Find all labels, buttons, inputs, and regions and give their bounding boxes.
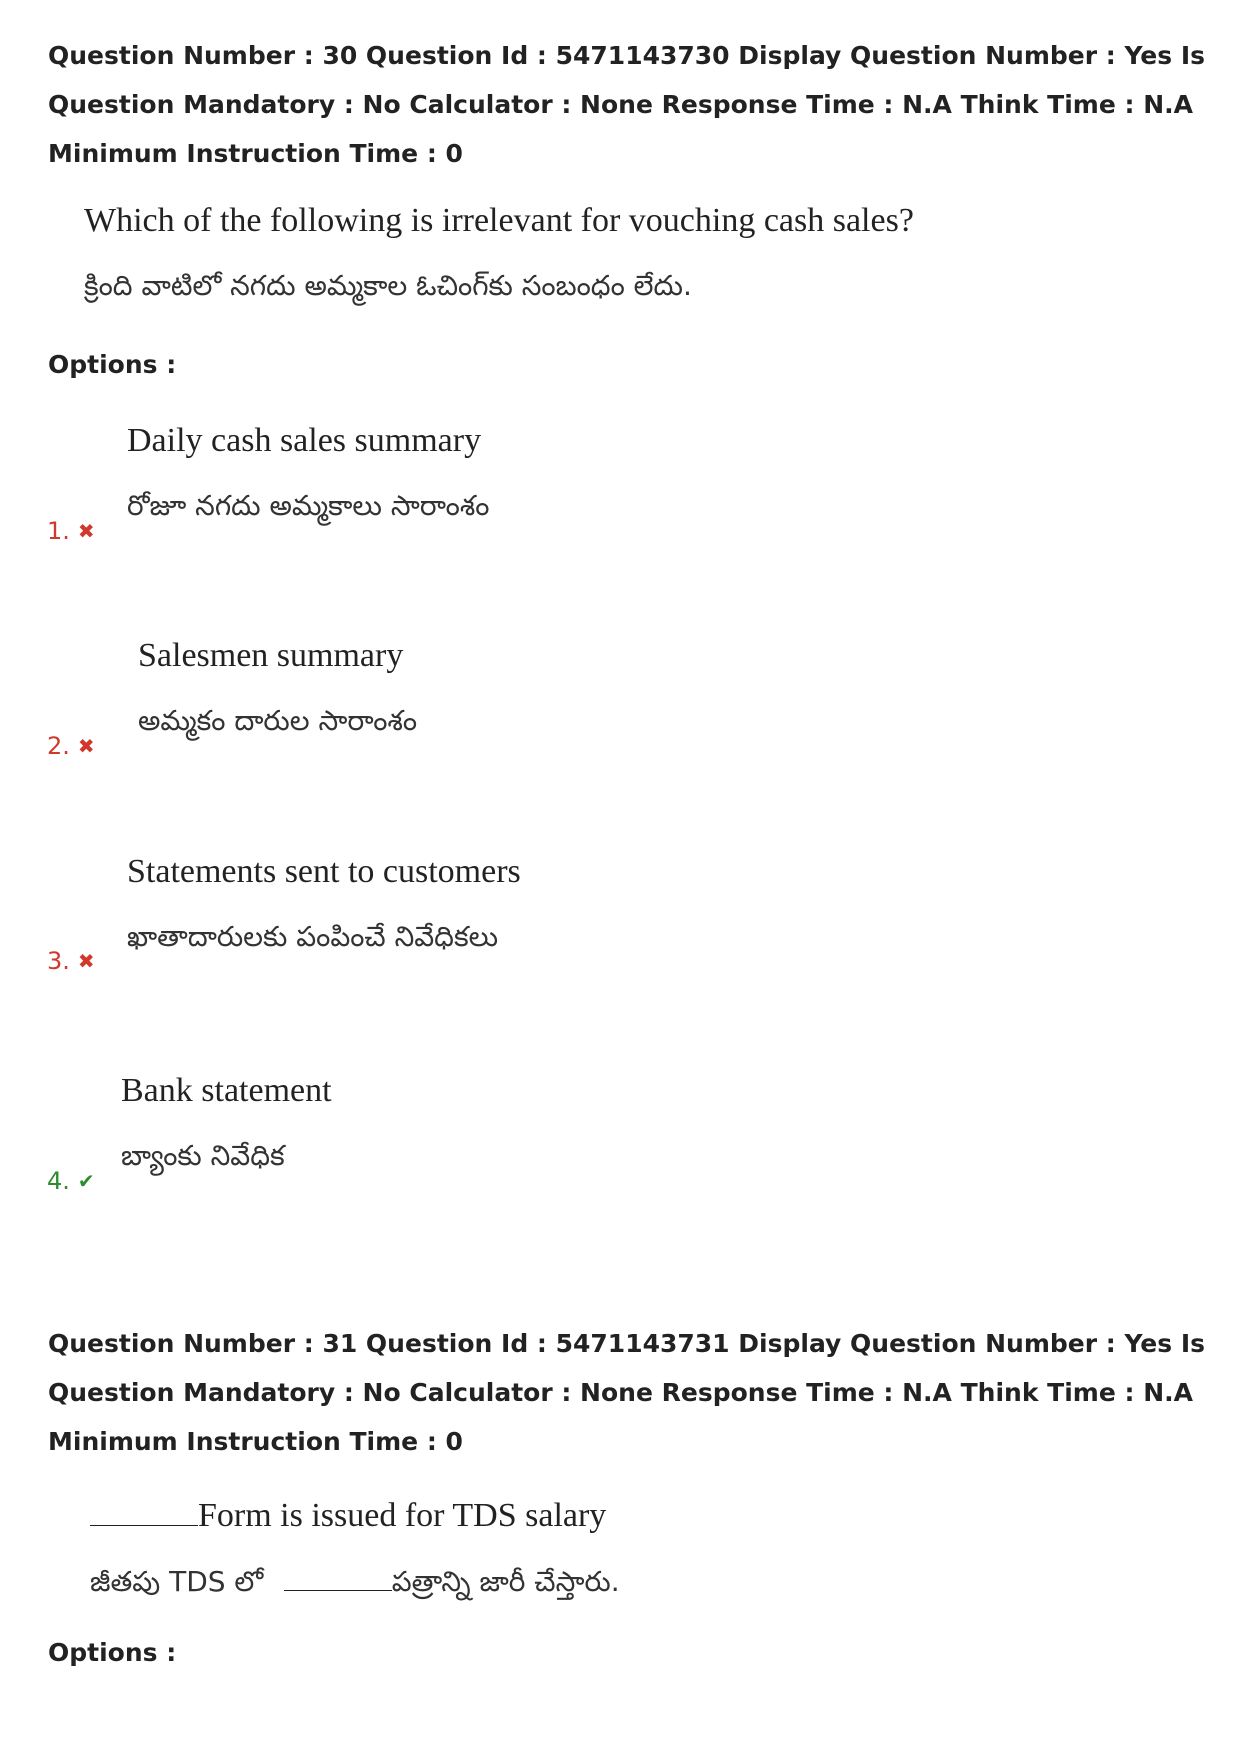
answer-blank bbox=[90, 1499, 198, 1526]
option-4-text-english: Bank statement bbox=[121, 1072, 332, 1109]
option-2-text-english: Salesmen summary bbox=[138, 637, 404, 674]
cross-icon: ✖ bbox=[77, 734, 95, 758]
option-3-number-label: 3. bbox=[47, 947, 70, 975]
question-text-english: Which of the following is irrelevant for vouching cash sales? bbox=[84, 202, 914, 239]
option-4-number bbox=[47, 1167, 95, 1195]
question-text-english bbox=[90, 1497, 606, 1535]
option-1-text-telugu: రోజూ నగదు అమ్మకాలు సారాంశం bbox=[127, 489, 490, 522]
option-3-text-english: Statements sent to customers bbox=[127, 853, 521, 890]
check-icon: ✔ bbox=[77, 1169, 95, 1193]
option-2-number bbox=[47, 732, 95, 760]
option-1-number bbox=[47, 517, 95, 545]
question-text-telugu bbox=[90, 1562, 620, 1605]
answer-blank bbox=[284, 1564, 392, 1591]
question-text-telugu bbox=[84, 266, 692, 309]
cross-icon: ✖ bbox=[77, 519, 95, 543]
option-1-text-english: Daily cash sales summary bbox=[127, 422, 482, 459]
question-meta: Question Number : 31 Question Id : 5471143731 Display Question Number : Yes Is Question Mandatory : No Calculator : None Response Time : N.A Think Time : N.A Minimum Instruction Time : 0 bbox=[48, 1329, 1206, 1456]
option-4-text-telugu: బ్యాంకు నివేధిక bbox=[121, 1139, 285, 1172]
option-3-text-telugu: ఖాతాదారులకు పంపించే నివేధికలు bbox=[127, 920, 499, 953]
option-4-number-label: 4. bbox=[47, 1167, 70, 1195]
option-3-number bbox=[47, 947, 95, 975]
option-2-number-label: 2. bbox=[47, 732, 70, 760]
question-text-english-after-blank: Form is issued for TDS salary bbox=[198, 1497, 607, 1534]
question-text-telugu-after-blank: పత్రాన్ని జారీ చేస్తారు. bbox=[391, 1565, 620, 1598]
option-2-text-telugu: అమ్మకం దారుల సారాంశం bbox=[138, 704, 418, 737]
options-label: Options : bbox=[48, 1638, 177, 1667]
question-text-telugu-span: క్రింది వాటిలో నగదు అమ్మకాల ఓచింగ్‌కు సంబంధం లేదు. bbox=[84, 269, 692, 302]
cross-icon: ✖ bbox=[77, 949, 95, 973]
option-1-number-label: 1. bbox=[47, 517, 70, 545]
question-meta: Question Number : 30 Question Id : 5471143730 Display Question Number : Yes Is Question Mandatory : No Calculator : None Response Time : N.A Think Time : N.A Minimum Instruction Time : 0 bbox=[48, 41, 1206, 168]
options-label: Options : bbox=[48, 350, 177, 379]
question-text-telugu-before-blank: జీతపు TDS లో bbox=[90, 1565, 264, 1598]
